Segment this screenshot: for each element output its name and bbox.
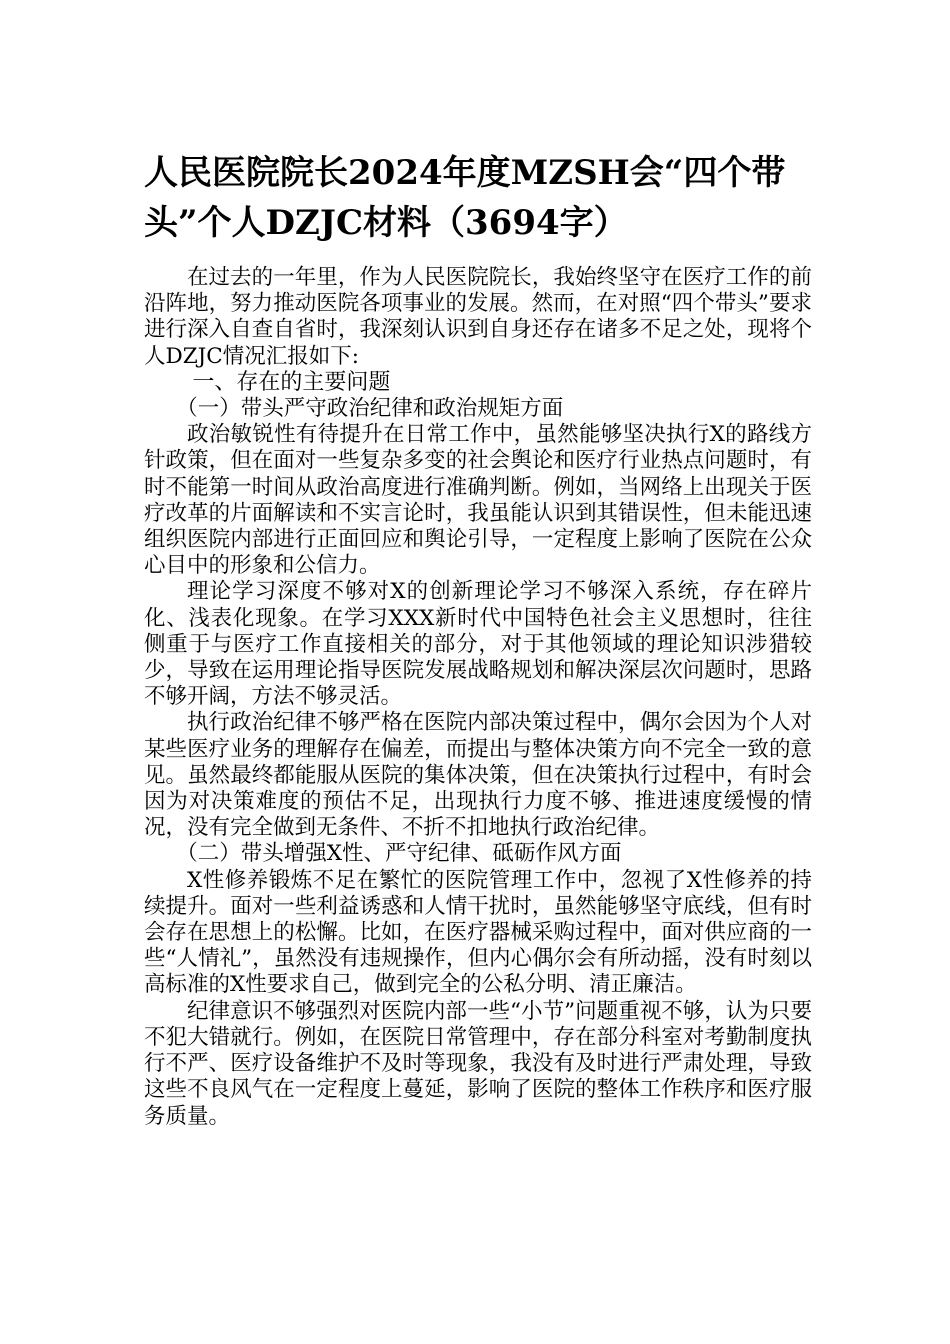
paragraph-theory-study: 理论学习深度不够对X的创新理论学习不够深入系统，存在碎片化、浅表化现象。在学习XXX新时代中国特色社会主义思想时，往往侧重于与医疗工作直接相关的部分，对于其他领域的理论知识涉猎较少，导致在运用理论指导医院发展战略规划和解决深层次问题时，思路不够开阔，方法不够灵活。 [144, 579, 812, 710]
document-body [144, 265, 812, 1130]
section-heading-main-problems: 一、存在的主要问题 [192, 369, 391, 395]
subsection-heading-political-discipline: （一）带头严守政治纪律和政治规矩方面 [176, 396, 564, 422]
subsection-heading-party-spirit: （二）带头增强X性、严守纪律、砥砺作风方面 [176, 841, 622, 867]
paragraph-political-sensitivity: 政治敏锐性有待提升在日常工作中，虽然能够坚决执行X的路线方针政策，但在面对一些复杂多变的社会舆论和医疗行业热点问题时，有时不能第一时间从政治高度进行准确判断。例如，当网络上出现关于医疗改革的片面解读和不实言论时，我虽能认识到其错误性，但未能迅速组织医院内部进行正面回应和舆论引导，一定程度上影响了医院在公众心目中的形象和公信力。 [144, 422, 812, 579]
paragraph-discipline-execution: 执行政治纪律不够严格在医院内部决策过程中，偶尔会因为个人对某些医疗业务的理解存在偏差，而提出与整体决策方向不完全一致的意见。虽然最终都能服从医院的集体决策，但在决策执行过程中，有时会因为对决策难度的预估不足，出现执行力度不够、推进速度缓慢的情况，没有完全做到无条件、不折不扣地执行政治纪律。 [144, 710, 812, 841]
paragraph-party-cultivation: X性修养锻炼不足在繁忙的医院管理工作中，忽视了X性修养的持续提升。面对一些利益诱惑和人情干扰时，虽然能够坚守底线，但有时会存在思想上的松懈。比如，在医疗器械采购过程中，面对供应商的一些“人情礼”，虽然没有违规操作，但内心偶尔会有所动摇，没有时刻以高标准的X性要求自己，做到完全的公私分明、清正廉洁。 [144, 867, 812, 998]
intro-paragraph: 在过去的一年里，作为人民医院院长，我始终坚守在医疗工作的前沿阵地，努力推动医院各项事业的发展。然而，在对照“四个带头”要求进行深入自查自省时，我深刻认识到自身还存在诸多不足之处，现将个人DZJC情况汇报如下: [144, 265, 812, 369]
document-title: 人民医院院长2024年度MZSH会“四个带头”个人DZJC材料（3694字） [144, 153, 786, 243]
paragraph-discipline-awareness: 纪律意识不够强烈对医院内部一些“小节”问题重视不够，认为只要不犯大错就行。例如，在医院日常管理中，存在部分科室对考勤制度执行不严、医疗设备维护不及时等现象，我没有及时进行严肃处理，导致这些不良风气在一定程度上蔓延，影响了医院的整体工作秩序和医疗服务质量。 [144, 998, 812, 1129]
